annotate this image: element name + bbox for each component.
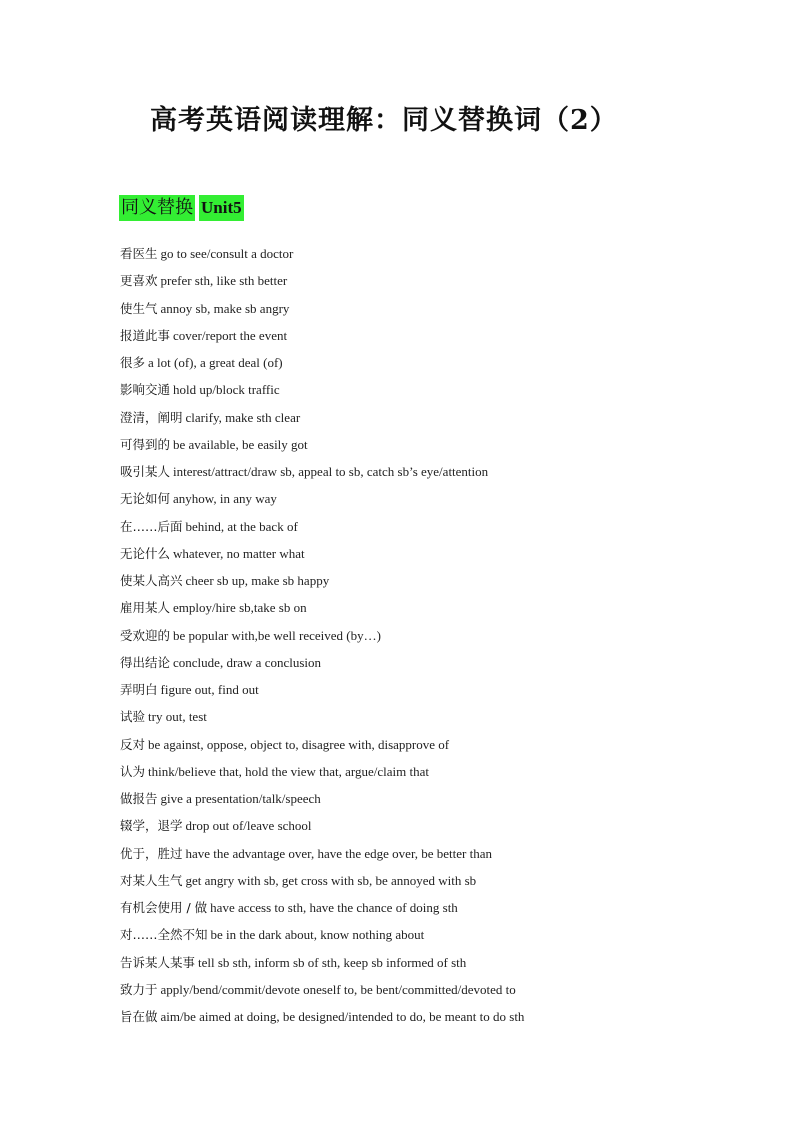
- entry-english: annoy sb, make sb angry: [160, 300, 290, 316]
- entry-chinese: 认为: [120, 763, 146, 779]
- list-item: [120, 653, 524, 680]
- list-item: [120, 380, 524, 407]
- list-item: [120, 789, 524, 816]
- list-item: [120, 980, 524, 1007]
- entry-chinese: 告诉某人某事: [120, 954, 196, 970]
- entry-english: aim/be aimed at doing, be designed/intended to do, be meant to do sth: [160, 1009, 525, 1024]
- section-label-unit: Unit5: [199, 195, 244, 221]
- entry-chinese: 无论如何: [120, 491, 171, 507]
- entry-english: get angry with sb, get cross with sb, be annoyed with sb: [185, 872, 477, 888]
- entry-english: hold up/block traffic: [173, 382, 280, 398]
- entry-english: give a presentation/talk/speech: [160, 791, 321, 806]
- entry-english: interest/attract/draw sb, appeal to sb, catch sb’s eye/attention: [173, 464, 489, 479]
- entry-english: tell sb sth, inform sb of sth, keep sb informed of sth: [198, 954, 467, 970]
- entry-chinese: 做报告: [120, 791, 158, 806]
- entry-chinese: 有机会使用 / 做: [120, 900, 208, 915]
- entry-english: cheer sb up, make sb happy: [185, 573, 330, 588]
- list-item: [120, 707, 524, 734]
- entry-english: have access to sth, have the chance of doing sth: [210, 900, 458, 915]
- list-item: [120, 953, 524, 980]
- entry-english: conclude, draw a conclusion: [173, 654, 322, 670]
- list-item: [120, 571, 524, 598]
- entry-english: be popular with,be well received (by…): [173, 627, 381, 643]
- entry-chinese: 试验: [120, 709, 146, 725]
- list-item: [120, 462, 524, 489]
- entry-chinese: 澄清，阐明: [120, 409, 183, 425]
- entry-english: employ/hire sb,take sb on: [173, 600, 307, 616]
- list-item: [120, 408, 524, 435]
- section-label-zh: 同义替换: [119, 195, 195, 221]
- entry-chinese: 报道此事: [120, 327, 171, 343]
- list-item: [120, 816, 524, 843]
- section-header: [119, 195, 244, 221]
- entry-chinese: 可得到的: [120, 436, 171, 452]
- entry-chinese: 旨在做: [120, 1009, 158, 1024]
- list-item: [120, 925, 524, 952]
- entry-english: cover/report the event: [173, 327, 288, 343]
- entry-chinese: 对某人生气: [120, 872, 183, 888]
- entry-english: a lot (of), a great deal (of): [148, 355, 283, 370]
- entry-english: think/believe that, hold the view that, argue/claim that: [148, 763, 430, 779]
- entry-chinese: 更喜欢: [120, 273, 158, 289]
- entry-english: have the advantage over, have the edge over, be better than: [185, 845, 492, 861]
- entry-chinese: 无论什么: [120, 545, 171, 561]
- entry-english: apply/bend/commit/devote oneself to, be bent/committed/devoted to: [160, 981, 516, 997]
- entry-chinese: 受欢迎的: [120, 627, 171, 643]
- list-item: [120, 517, 524, 544]
- entry-chinese: 弄明白: [120, 682, 158, 697]
- list-item: [120, 244, 524, 271]
- entry-english: figure out, find out: [160, 682, 259, 697]
- entry-chinese: 反对: [120, 736, 146, 752]
- entry-english: drop out of/leave school: [185, 818, 312, 834]
- entry-chinese: 对……全然不知: [120, 927, 208, 943]
- entry-english: prefer sth, like sth better: [160, 273, 288, 289]
- entry-chinese: 得出结论: [120, 654, 171, 670]
- list-item: [120, 544, 524, 571]
- page-title: 高考英语阅读理解：同义替换词（2）: [150, 105, 618, 136]
- list-item: [120, 680, 524, 707]
- list-item: [120, 326, 524, 353]
- list-item: [120, 299, 524, 326]
- list-item: [120, 871, 524, 898]
- entry-chinese: 看医生: [120, 246, 158, 261]
- list-item: [120, 1007, 524, 1034]
- entry-english: clarify, make sth clear: [185, 409, 301, 425]
- entry-english: anyhow, in any way: [173, 491, 277, 507]
- entry-chinese: 很多: [120, 355, 146, 370]
- entry-chinese: 使某人高兴: [120, 573, 183, 588]
- entry-english: behind, at the back of: [185, 518, 298, 534]
- entry-chinese: 优于，胜过: [120, 845, 183, 861]
- list-item: [120, 271, 524, 298]
- list-item: [120, 626, 524, 653]
- entry-chinese: 在……后面: [120, 518, 183, 534]
- list-item: [120, 844, 524, 871]
- entry-english: be in the dark about, know nothing about: [210, 927, 425, 943]
- entry-english: go to see/consult a doctor: [160, 246, 294, 261]
- entry-english: be against, oppose, object to, disagree with, disapprove of: [148, 736, 450, 752]
- entry-chinese: 辍学，退学: [120, 818, 183, 834]
- list-item: [120, 762, 524, 789]
- synonym-list: [120, 244, 524, 1034]
- list-item: [120, 353, 524, 380]
- list-item: [120, 435, 524, 462]
- list-item: [120, 898, 524, 925]
- entry-chinese: 吸引某人: [120, 464, 171, 479]
- entry-english: be available, be easily got: [173, 436, 308, 452]
- list-item: [120, 489, 524, 516]
- entry-english: try out, test: [148, 709, 207, 725]
- list-item: [120, 598, 524, 625]
- entry-chinese: 雇用某人: [120, 600, 171, 616]
- entry-english: whatever, no matter what: [173, 545, 305, 561]
- entry-chinese: 致力于: [120, 981, 158, 997]
- list-item: [120, 735, 524, 762]
- entry-chinese: 影响交通: [120, 382, 171, 398]
- entry-chinese: 使生气: [120, 300, 158, 316]
